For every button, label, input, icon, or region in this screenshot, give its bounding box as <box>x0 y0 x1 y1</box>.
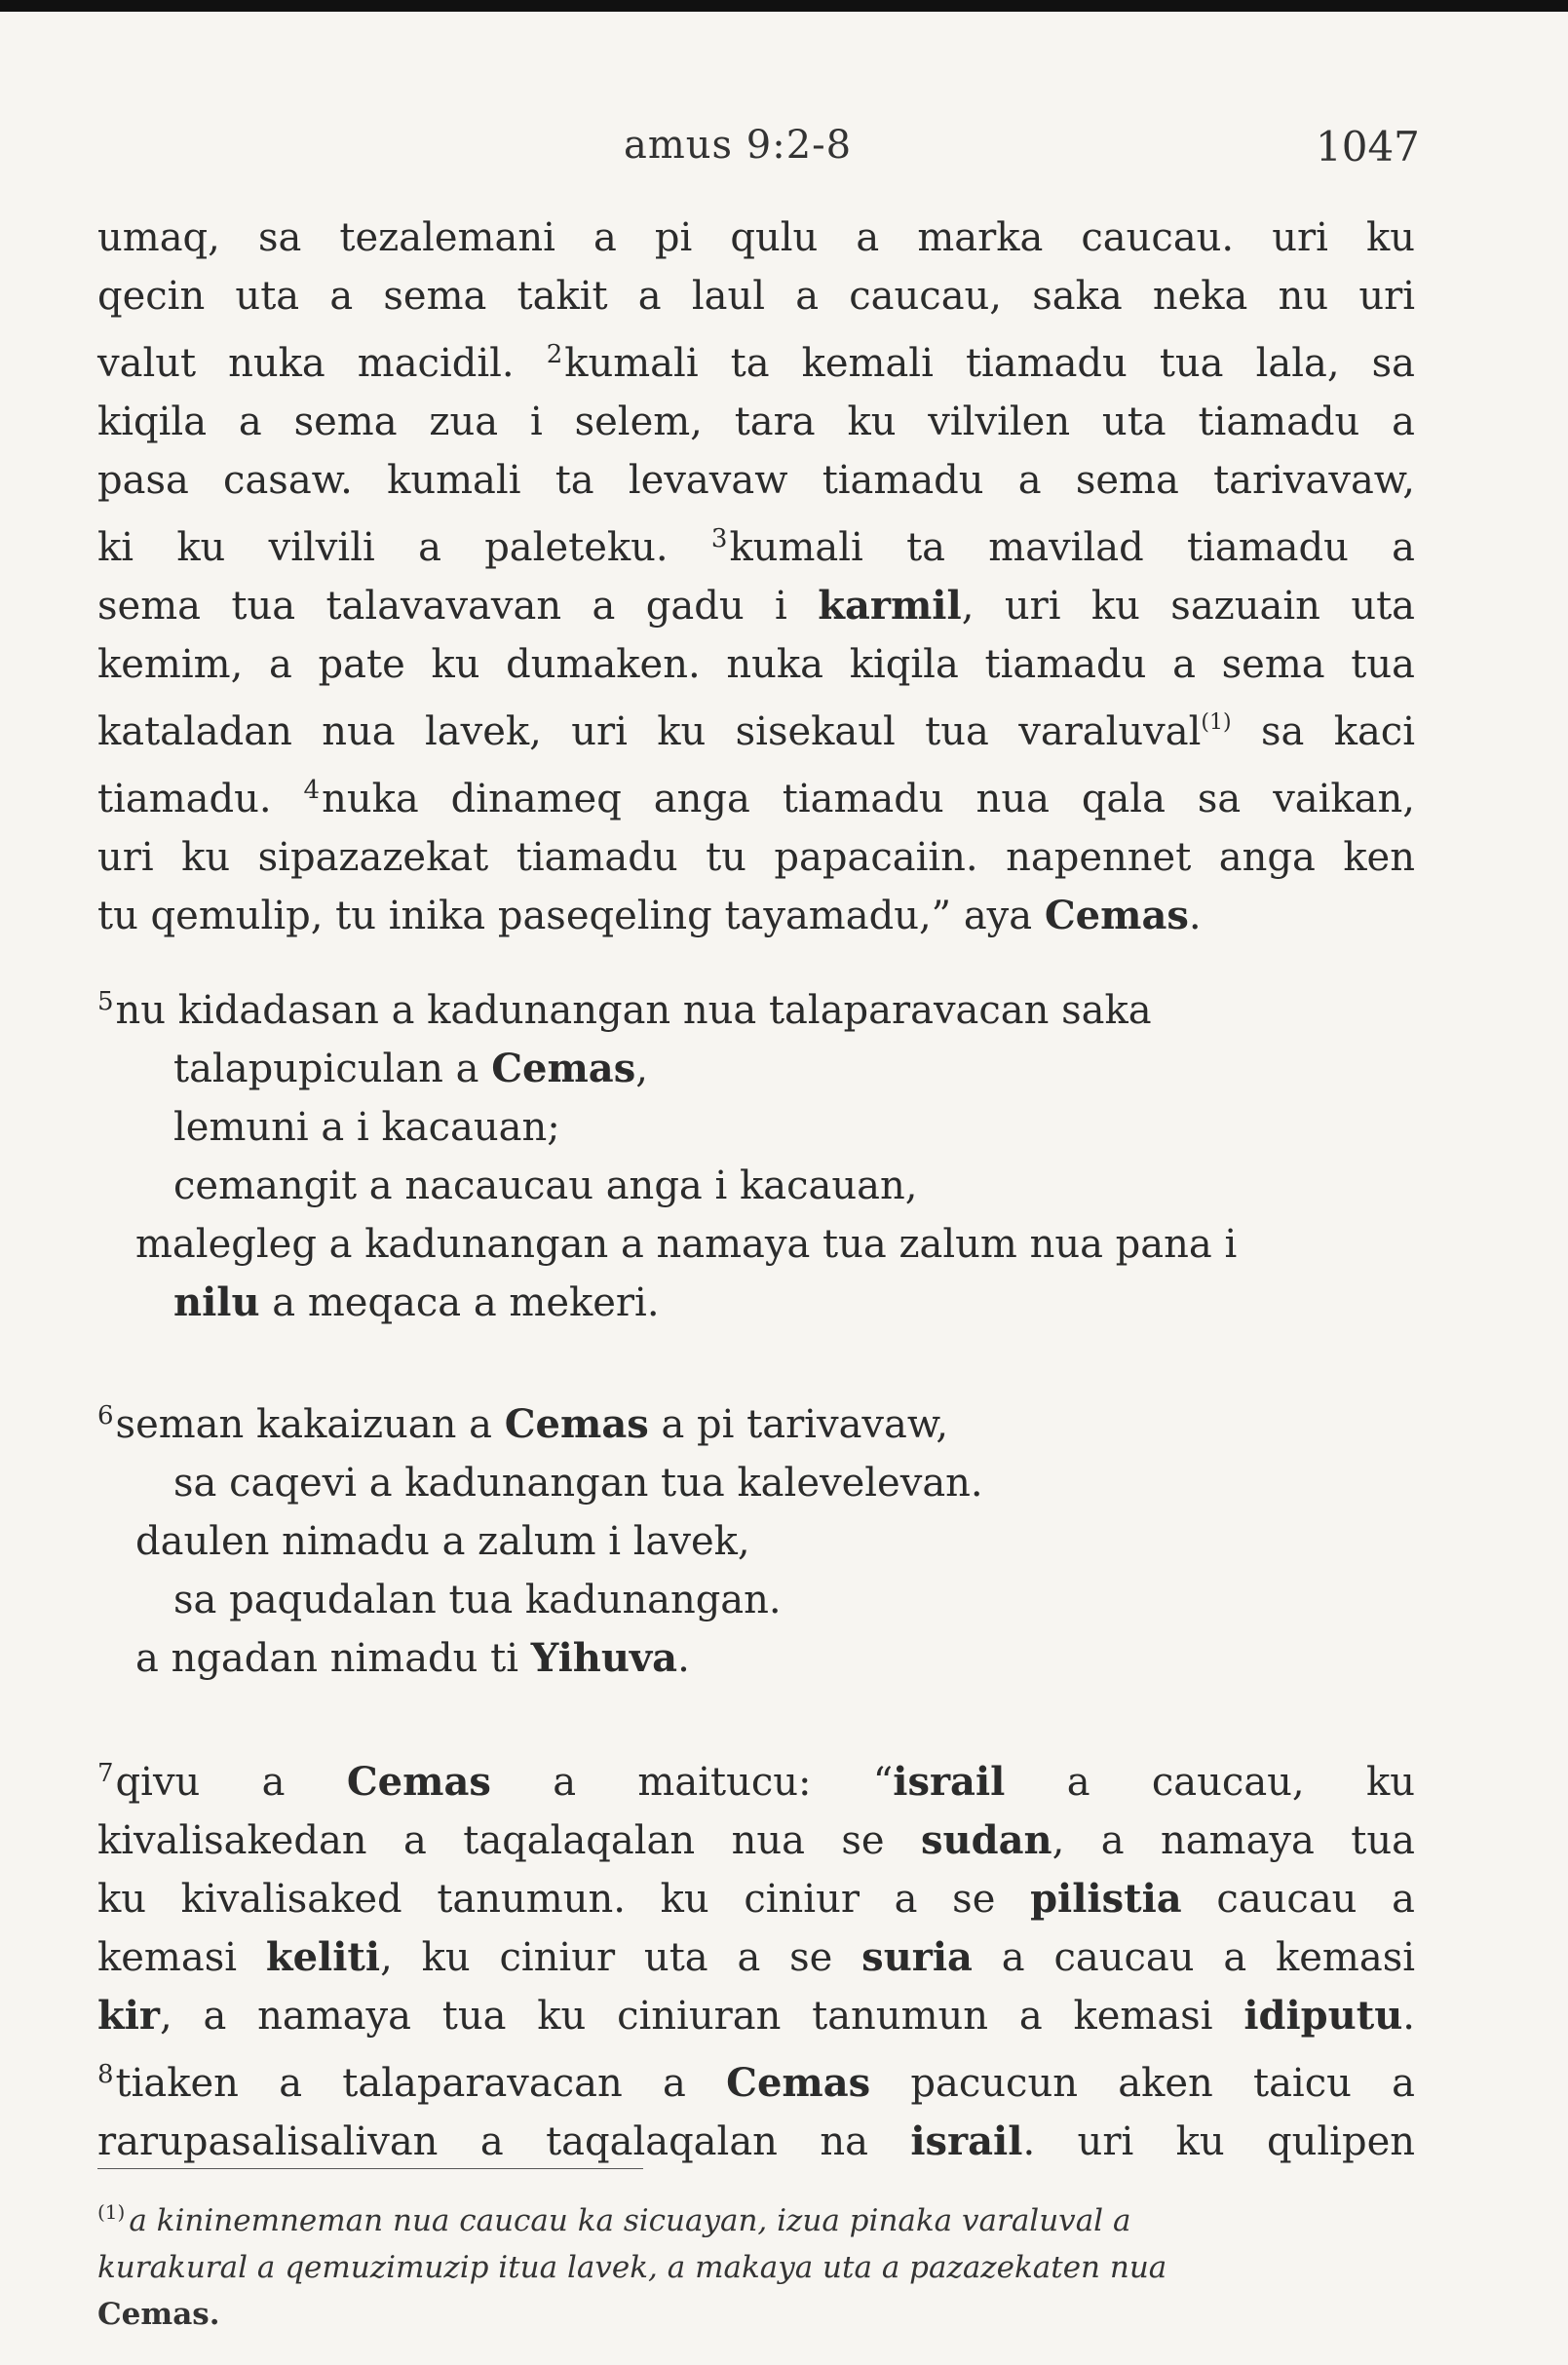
text-segment: , a namaya tua <box>1052 1818 1415 1863</box>
text-segment: , <box>635 1047 648 1091</box>
place-name: idiputu <box>1243 1993 1403 2039</box>
text-segment: . <box>1402 1994 1415 2039</box>
divine-name: Yihuva <box>530 1635 678 1681</box>
place-name: sudan <box>921 1817 1052 1863</box>
text-segment: a maitucu: “ <box>490 1760 894 1805</box>
text-line <box>97 1629 1415 1688</box>
text-segment: kemasi <box>97 1935 238 1980</box>
verse-number: 7 <box>97 1759 114 1788</box>
text-segment: caucau a <box>1181 1877 1415 1922</box>
text-line <box>97 2113 1415 2171</box>
text-line <box>97 973 1415 1040</box>
text-line <box>97 694 1415 761</box>
text-segment: sema tua talavavavan a gadu i <box>97 584 787 629</box>
text-segment: pacucun aken taicu a <box>870 2061 1415 2106</box>
text-segment: kumali ta mavilad tiamadu a <box>729 525 1416 570</box>
text-line <box>97 1387 1415 1454</box>
place-name: suria <box>861 1934 973 1980</box>
text-segment: a pi tarivavaw, <box>648 1402 949 1447</box>
person-name: Cemas <box>491 1046 636 1091</box>
text-segment: a ngadan nimadu ti <box>135 1636 518 1681</box>
running-title: amus 9:2-8 <box>624 123 853 168</box>
place-name: kir <box>97 1993 160 2039</box>
text-segment: kumali ta kemali tiamadu tua lala, sa <box>564 341 1415 386</box>
text-line <box>97 510 1415 577</box>
text-segment: . <box>1188 894 1202 938</box>
place-name: israil <box>893 1759 1006 1805</box>
text-segment: tu qemulip, tu inika paseqeling tayamadu,” aya <box>97 894 1033 938</box>
text-segment: tiaken a talaparavacan a <box>115 2061 686 2106</box>
text-line <box>97 887 1415 945</box>
footnote <box>97 2189 1415 2338</box>
paragraph-verses-7-8 <box>97 1744 1415 2171</box>
text-segment: tiamadu. <box>97 777 272 821</box>
text-line <box>97 1274 1415 1332</box>
text-line: lemuni a i kacauan; <box>173 1105 560 1150</box>
text-segment: ki ku vilvili a paleteku. <box>97 525 669 570</box>
person-name: Cemas <box>504 1401 649 1447</box>
text-segment: ku kivalisaked tanumun. ku ciniur a se <box>97 1877 996 1922</box>
footnote-marker: (1) <box>97 2200 126 2224</box>
footnote-line: Cemas. <box>97 2297 220 2332</box>
text-line <box>97 1744 1415 1812</box>
verse-number: 8 <box>97 2060 114 2089</box>
text-segment: kivalisakedan a taqalaqalan nua se <box>97 1818 885 1863</box>
text-line <box>97 1928 1415 1987</box>
text-segment: nu kidadasan a kadunangan nua talaparavacan saka <box>115 988 1152 1033</box>
text-segment: kataladan nua lavek, uri ku sisekaul tua varaluval <box>97 709 1202 754</box>
footnote-line: kurakural a qemuzimuzip itua lavek, a makaya uta a pazazekaten nua <box>97 2250 1167 2285</box>
verse-number: 4 <box>303 776 321 805</box>
text-line <box>97 761 1415 828</box>
text-line: kemim, a pate ku dumaken. nuka kiqila tiamadu a sema tua <box>97 642 1415 687</box>
text-segment: rarupasalisalivan a taqalaqalan na <box>97 2119 868 2164</box>
footnote-divider <box>97 2168 643 2169</box>
text-segment: valut nuka macidil. <box>97 341 515 386</box>
text-line: malegleg a kadunangan a namaya tua zalum nua pana i <box>135 1222 1238 1267</box>
text-line: sa caqevi a kadunangan tua kalevelevan. <box>173 1461 983 1506</box>
text-line: uri ku sipazazekat tiamadu tu papacaiin. napennet anga ken <box>97 835 1415 880</box>
text-line: cemangit a nacaucau anga i kacauan, <box>173 1163 918 1208</box>
text-segment: , uri ku sazuain uta <box>961 584 1416 629</box>
place-name: pilistia <box>1030 1876 1182 1922</box>
place-name: nilu <box>173 1279 260 1325</box>
text-segment: seman kakaizuan a <box>115 1402 492 1447</box>
footnote-text: a kininemneman nua caucau ka sicuayan, izua pinaka varaluval a <box>129 2203 1131 2238</box>
place-name: keliti <box>265 1934 381 1980</box>
verse-number: 3 <box>710 524 728 553</box>
text-line <box>97 2045 1415 2113</box>
text-segment: , a namaya tua ku ciniuran tanumun a kemasi <box>159 1994 1213 2039</box>
footnote-line <box>97 2189 1415 2244</box>
top-edge-bar <box>0 0 1568 12</box>
verse-number: 6 <box>97 1401 114 1430</box>
verse-5-poetry <box>97 973 1415 1332</box>
text-segment: a caucau, ku <box>1005 1760 1415 1805</box>
text-line <box>97 1812 1415 1870</box>
text-line: qecin uta a sema takit a laul a caucau, saka neka nu uri <box>97 274 1415 319</box>
text-line <box>97 1987 1415 2045</box>
text-segment: a meqaca a mekeri. <box>259 1280 660 1325</box>
text-segment: talapupiculan a <box>173 1047 479 1091</box>
verse-6-poetry <box>97 1387 1415 1688</box>
place-name: karmil <box>818 583 962 629</box>
page-header <box>0 115 1568 173</box>
text-segment: nuka dinameq anga tiamadu nua qala sa vaikan, <box>322 777 1415 821</box>
text-segment: sa kaci <box>1260 709 1415 754</box>
person-name: Cemas <box>726 2060 871 2106</box>
text-segment: , ku ciniur uta a se <box>380 1935 833 1980</box>
person-name: Cemas <box>1044 893 1189 938</box>
paragraph-verses-1-4 <box>97 209 1415 945</box>
text-segment: qivu a <box>115 1760 286 1805</box>
footnote-reference: (1) <box>1201 710 1232 735</box>
text-line: umaq, sa tezalemani a pi qulu a marka caucau. uri ku <box>97 215 1415 260</box>
text-line: kiqila a sema zua i selem, tara ku vilvilen uta tiamadu a <box>97 400 1415 444</box>
text-line <box>97 577 1415 635</box>
verse-number: 2 <box>546 340 563 369</box>
text-line: daulen nimadu a zalum i lavek, <box>135 1519 750 1564</box>
text-segment: . <box>677 1636 690 1681</box>
verse-number: 5 <box>97 987 114 1016</box>
text-line: pasa casaw. kumali ta levavaw tiamadu a sema tarivavaw, <box>97 458 1415 503</box>
text-segment: a caucau a kemasi <box>972 1935 1416 1980</box>
page-number: 1047 <box>1316 123 1420 171</box>
person-name: Cemas <box>346 1759 491 1805</box>
text-line <box>97 1040 1415 1098</box>
text-line <box>97 1870 1415 1928</box>
text-segment: . uri ku qulipen <box>1022 2119 1416 2164</box>
text-line <box>97 325 1415 393</box>
text-line: sa paqudalan tua kadunangan. <box>173 1578 782 1622</box>
place-name: israil <box>910 2118 1023 2164</box>
